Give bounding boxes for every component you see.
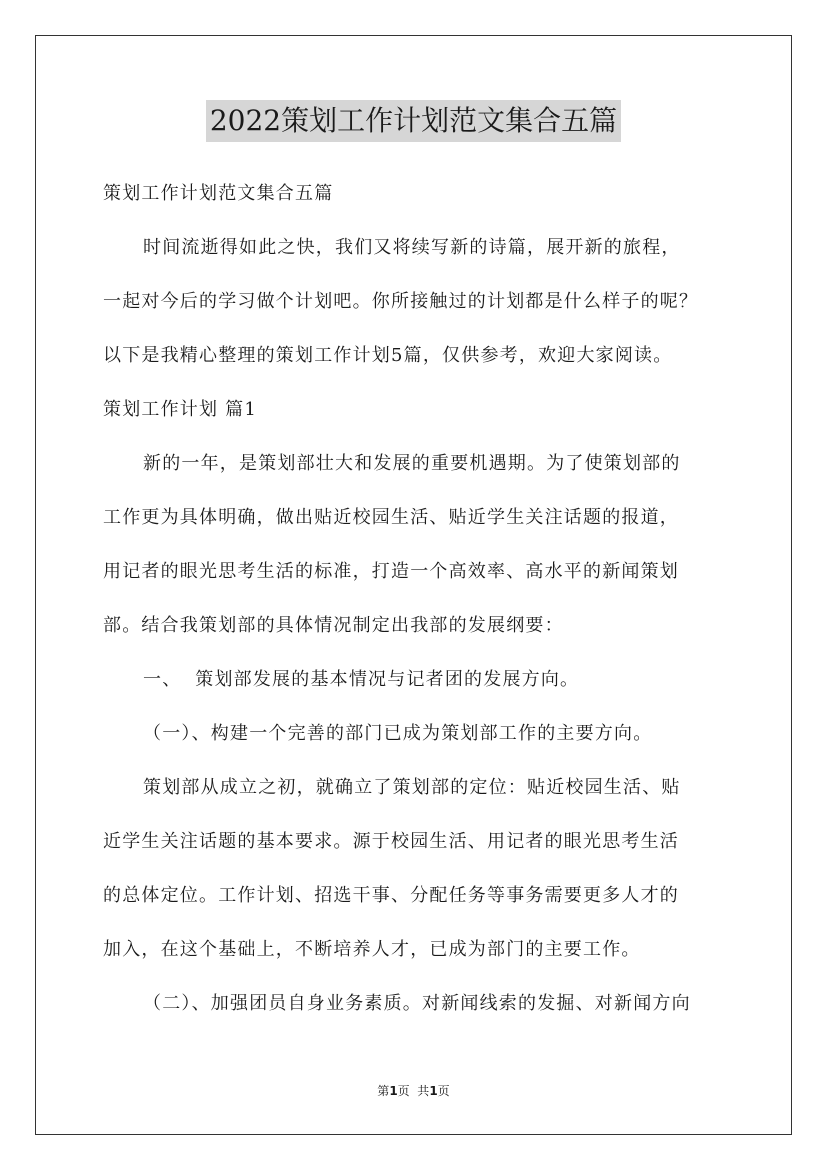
page-prefix: 第: [377, 1084, 390, 1098]
subsection-heading: 一、 策划部发展的基本情况与记者团的发展方向。: [143, 669, 580, 690]
body-line: 以下是我精心整理的策划工作计划5篇，仅供参考，欢迎大家阅读。: [103, 345, 673, 366]
body-line: 用记者的眼光思考生活的标准，打造一个高效率、高水平的新闻策划: [103, 561, 679, 582]
section-heading: 策划工作计划 篇1: [103, 399, 257, 420]
body-line: 一起对今后的学习做个计划吧。你所接触过的计划都是什么样子的呢？: [103, 291, 699, 312]
body-line: 策划部从成立之初，就确立了策划部的定位：贴近校园生活、贴: [143, 777, 681, 798]
document-title-text: 2022策划工作计划范文集合五篇: [206, 100, 621, 142]
page-footer: [0, 1083, 827, 1099]
body-line: 时间流逝得如此之快，我们又将续写新的诗篇，展开新的旅程，: [143, 237, 681, 258]
body-line-subtitle: 策划工作计划范文集合五篇: [103, 183, 334, 204]
page-current: 1: [389, 1084, 398, 1098]
subsection-heading: （二）、加强团员自身业务素质。对新闻线索的发掘、对新闻方向: [143, 993, 691, 1014]
document-title: [0, 100, 827, 142]
body-line: 部。结合我策划部的具体情况制定出我部的发展纲要：: [103, 615, 564, 636]
body-line: 近学生关注话题的基本要求。源于校园生活、用记者的眼光思考生活: [103, 831, 679, 852]
page-suffix: 页: [437, 1084, 450, 1098]
subsection-heading: （一）、构建一个完善的部门已成为策划部工作的主要方向。: [143, 723, 653, 744]
body-line: 的总体定位。工作计划、招选干事、分配任务等事务需要更多人才的: [103, 885, 679, 906]
body-line: 新的一年，是策划部壮大和发展的重要机遇期。为了使策划部的: [143, 453, 681, 474]
body-line: 工作更为具体明确，做出贴近校园生活、贴近学生关注话题的报道，: [103, 507, 679, 528]
page-mid: 页 共: [397, 1084, 430, 1098]
body-line: 加入，在这个基础上，不断培养人才，已成为部门的主要工作。: [103, 939, 641, 960]
page-total: 1: [429, 1084, 438, 1098]
